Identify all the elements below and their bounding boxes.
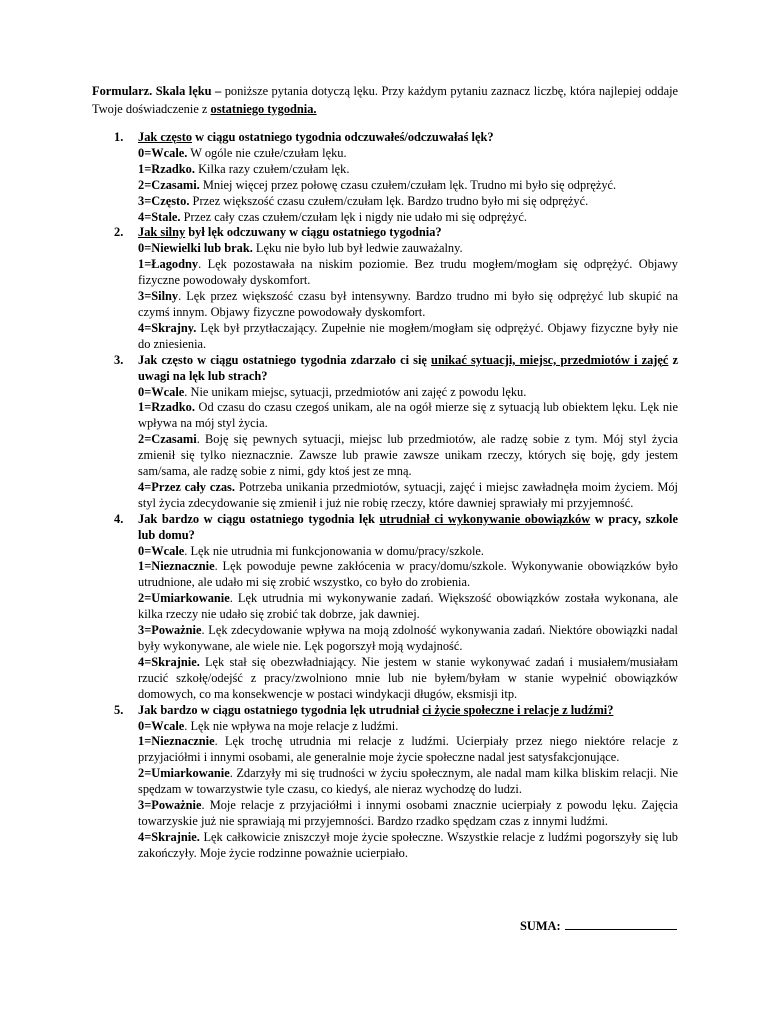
answer-option-text: . Lęk powoduje pewne zakłócenia w pracy/domu/szkole. Wykonywanie obowiązków było utrudnione, ale udało mi się zrobić wszystko, co było do zrobienia. (138, 559, 678, 590)
answer-option-text: . Nie unikam miejsc, sytuacji, przedmiotów ani zajęć z powodu lęku. (184, 384, 527, 399)
intro-text: poniższe pytania dotyczą lęku. Przy każdym pytaniu zaznacz liczbę, która najlepiej oddaje Twoje doświadczenie z (92, 84, 679, 116)
question-item (92, 225, 678, 352)
answer-option-label: 0=Wcale (138, 718, 185, 733)
question-title-emphasis: ci życie społeczne i relacje z ludźmi? (422, 702, 614, 717)
answer-option[interactable] (138, 321, 678, 353)
question-item (92, 353, 678, 512)
intro-paragraph (92, 82, 678, 118)
sum-field (520, 918, 677, 934)
answer-option-text: Lęk całkowicie zniszczył moje życie społeczne. Wszystkie relacje z ludźmi pogorszyły się lub zakończyły. Moje życie rodzinne poważnie ucierpiało. (138, 829, 678, 860)
question-title (138, 225, 678, 241)
question-number: 3. (114, 352, 124, 367)
answer-option-label: 4=Skrajny. (138, 320, 197, 335)
answer-option-label: 0=Wcale (138, 384, 185, 399)
answer-option-label: 4=Stale. (138, 209, 181, 224)
question-title-text: w ciągu ostatniego tygodnia odczuwałeś/odczuwałaś lęk? (192, 130, 494, 144)
answer-option-label: 2=Umiarkowanie (138, 591, 230, 606)
answer-option[interactable] (138, 798, 678, 830)
answer-option[interactable] (138, 480, 678, 512)
answer-option-label: 3=Często. (138, 193, 190, 208)
answer-option[interactable] (138, 210, 678, 226)
answer-option[interactable] (138, 146, 678, 162)
question-title (138, 353, 678, 385)
answer-option[interactable] (138, 162, 678, 178)
answer-option[interactable] (138, 432, 678, 480)
question-title-emphasis: Jak silny (138, 225, 186, 240)
answer-option[interactable] (138, 830, 678, 862)
question-number: 1. (114, 130, 124, 144)
answer-option[interactable] (138, 766, 678, 798)
question-title (138, 512, 678, 544)
question-item (92, 512, 678, 703)
answer-option-label: 2=Umiarkowanie (138, 766, 230, 781)
answer-option-label: 2=Czasami (138, 432, 197, 447)
answer-option-label: 4=Skrajnie. (138, 829, 200, 844)
question-title-emphasis: utrudniał ci wykonywanie obowiązków (379, 511, 591, 526)
answer-option-label: 0=Niewielki lub brak. (138, 241, 253, 256)
answer-option-label: 1=Rzadko. (138, 161, 195, 176)
question-title-text: był lęk odczuwany w ciągu ostatniego tygodnia? (185, 225, 442, 240)
answer-option-label: 1=Nieznacznie (138, 734, 215, 749)
answer-option-text: . Lęk nie wpływa na moje relacje z ludźmi. (184, 718, 399, 733)
answer-option[interactable] (138, 178, 678, 194)
answer-option[interactable] (138, 257, 678, 289)
answer-option-text: Mniej więcej przez połowę czasu czułem/czułam lęk. Trudno mi było się odprężyć. (199, 177, 617, 192)
answer-option-label: 2=Czasami. (138, 177, 200, 192)
question-title-text: z uwagi na lęk lub strach? (138, 352, 679, 383)
answer-option-text: Lęk stał się obezwładniający. Nie jestem w stanie wykonywać zadań i musiałem/musiałam rzucić szkołę/odejść z pracy/zwolniono mnie lub nie byłem/byłam w stanie wypełnić obowiązków domowych, co ma konsekwencje w postaci windykacji długów, eksmisji itp. (138, 654, 678, 701)
question-title (138, 130, 678, 146)
answer-option-label: 0=Wcale (138, 543, 185, 558)
answer-option[interactable] (138, 544, 678, 560)
sum-label: SUMA: (520, 919, 561, 933)
question-title-emphasis: Jak często (138, 130, 193, 144)
answer-option-label: 1=Łagodny (138, 257, 199, 272)
answer-option-text: . Moje relacje z przyjaciółmi i innymi osobami znacznie ucierpiały z powodu lęku. Zajęcia towarzyskie już nie sprawiają mi przyjemności. Bardzo rzadko spędzam czas z innymi ludźmi. (138, 798, 678, 828)
answer-option-text: Kilka razy czułem/czułam lęk. (194, 161, 350, 176)
question-number: 2. (114, 225, 124, 240)
answer-option-label: 1=Nieznacznie (138, 559, 215, 574)
answer-option-text: . Lęk nie utrudnia mi funkcjonowania w domu/pracy/szkole. (184, 543, 485, 558)
answer-option[interactable] (138, 559, 678, 591)
answer-option-text: Potrzeba unikania przedmiotów, sytuacji, zajęć i miejsc zawładnęła moim życiem. Mój styl życia zdecydowanie się zmienił i już nie robię rzeczy, które dawniej sprawiały mi przyjemność. (138, 479, 678, 510)
question-number: 4. (114, 511, 124, 526)
answer-option-text: . Lęk pozostawała na niskim poziomie. Bez trudu mogłem/mogłam się odprężyć. Objawy fizyczne powodowały dyskomfort. (138, 257, 678, 288)
question-title-text: Jak bardzo w ciągu ostatniego tygodnia lęk utrudniał (138, 702, 423, 717)
answer-option-text: . Lęk trochę utrudnia mi relacje z ludźmi. Ucierpiały przez niego niektóre relacje z przyjaciółmi i innymi osobami, ale generalnie moje życie społeczne nadal jest satysfakcjonujące. (138, 734, 678, 765)
question-title-text: Jak bardzo w ciągu ostatniego tygodnia lęk (138, 511, 380, 526)
answer-option[interactable] (138, 719, 678, 735)
answer-option[interactable] (138, 241, 678, 257)
answer-option[interactable] (138, 734, 678, 766)
answer-option-text: . Lęk przez większość czasu był intensywny. Bardzo trudno mi było się odprężyć lub skupić na czymś innym. Objawy fizyczne powodowały dyskomfort. (138, 289, 678, 319)
question-item (92, 703, 678, 862)
answer-option[interactable] (138, 385, 678, 401)
answer-option-text: Przez większość czasu czułem/czułam lęk. Bardzo trudno było mi się odprężyć. (189, 193, 589, 208)
question-title-emphasis: unikać sytuacji, miejsc, przedmiotów i zajęć (431, 352, 669, 367)
question-title-text: w pracy, szkole lub domu? (138, 511, 678, 542)
question-item (92, 130, 678, 225)
answer-option-label: 4=Skrajnie. (138, 654, 200, 669)
answer-option[interactable] (138, 194, 678, 210)
answer-option-text: Lęku nie było lub był ledwie zauważalny. (252, 241, 463, 256)
sum-blank-line[interactable] (565, 918, 677, 930)
answer-option-text: Lęk był przytłaczający. Zupełnie nie mogłem/mogłam się odprężyć. Objawy fizyczne były nie do zniesienia. (138, 320, 678, 351)
answer-option[interactable] (138, 400, 678, 432)
answer-option-text: . Lęk utrudnia mi wykonywanie zadań. Większość obowiązków została wykonana, ale kilka rzeczy nie udało się zrobić tak dobrze, jak dawniej. (138, 591, 678, 622)
form-title: Formularz. Skala lęku (92, 84, 212, 98)
answer-option-text: W ogóle nie czułe/czułam lęku. (187, 145, 347, 160)
answer-option-text: Od czasu do czasu czegoś unikam, ale na ogół mierze się z sytuacją lub obiektem lęku. Lęk nie wpływa na mój styl życia. (138, 400, 678, 431)
answer-option-label: 3=Silny (138, 289, 179, 304)
answer-option[interactable] (138, 623, 678, 655)
answer-option-text: Przez cały czas czułem/czułam lęk i nigdy nie udało mi się odprężyć. (180, 209, 527, 224)
answer-option[interactable] (138, 289, 678, 321)
question-title (138, 703, 678, 719)
answer-option-label: 3=Poważnie (138, 623, 202, 638)
answer-option-label: 0=Wcale. (138, 145, 188, 160)
answer-option-label: 4=Przez cały czas. (138, 479, 235, 494)
title-dash: – (211, 84, 225, 98)
question-number: 5. (114, 702, 124, 717)
answer-option[interactable] (138, 591, 678, 623)
answer-option-text: . Zdarzyły mi się trudności w życiu społecznym, ale nadal mam kilka bliskim relacji. Nie spędzam w towarzystwie tyle czasu, co kiedyś, ale nieraz wychodzę do ludzi. (138, 766, 678, 797)
answer-option-label: 1=Rzadko. (138, 400, 195, 415)
answer-option-text: . Lęk zdecydowanie wpływa na moją zdolność wykonywania zadań. Niektóre obowiązki nadal były wykonywane, ale wiele nie. Lęk pogorszył moją wydajność. (138, 623, 678, 653)
intro-emphasis: ostatniego tygodnia. (210, 102, 317, 116)
answer-option-label: 3=Poważnie (138, 798, 202, 813)
question-list (92, 130, 678, 862)
question-title-text: Jak często w ciągu ostatniego tygodnia zdarzało ci się (138, 352, 432, 367)
answer-option-text: . Boję się pewnych sytuacji, miejsc lub przedmiotów, ale radzę sobie z tym. Mój styl życia zmienił się tylko nieznacznie. Zawsze lub prawie zawsze unikam rzeczy, których się boję, gdy jestem sam/sama, ale radzę sobie z nimi, gdy ktoś jest ze mną. (138, 432, 678, 479)
answer-option[interactable] (138, 655, 678, 703)
